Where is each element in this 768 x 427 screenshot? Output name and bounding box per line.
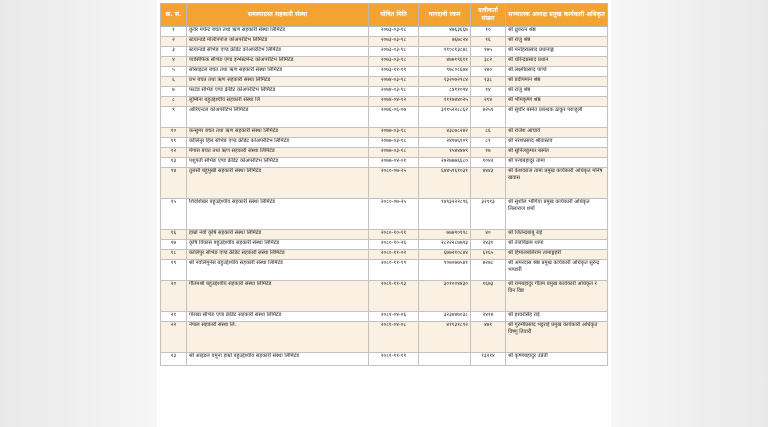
table-row xyxy=(161,199,608,230)
cell-claim-amount: ३०१००४४३० xyxy=(419,281,471,312)
cell-serial: १८ xyxy=(161,250,187,260)
table-row xyxy=(161,240,608,250)
cell-declared-date: २०७३-०३-१८ xyxy=(369,27,419,37)
cell-declared-date: २०८१-११-१३ xyxy=(369,281,419,312)
cell-cooperative-name: श्री नवलिमुर्नस बहुउद्देश्यीय सहकारी संस्था लिमिटेड xyxy=(187,260,369,281)
cell-declared-date: २०७७-०३-१८ xyxy=(369,128,419,138)
cell-cooperative-name: तुलसी बहुमुखी सहकारी संस्था लिमिटेड xyxy=(187,168,369,199)
cell-claim-amount: ९४९३२२२८९६ xyxy=(419,199,471,230)
cell-claim-amount: ७६७८२४ xyxy=(419,37,471,47)
cell-declared-date: २०८१-०४-०६ xyxy=(369,312,419,322)
cell-cooperative-name: प्रभ बचत तथा ऋण सहकारी संस्था लिमिटेड xyxy=(187,77,369,87)
header-claimant-count: दावीकर्ता संख्या xyxy=(471,4,506,27)
cell-cooperative-name: कुवेर मर्चेन्ट बचत तथा ऋण सहकारी संस्था लिमिटेड xyxy=(187,27,369,37)
left-margin xyxy=(0,0,157,427)
table-row xyxy=(161,47,608,57)
header-declared-date: घोषित मिति xyxy=(369,4,419,27)
cell-claimant-count: ४० xyxy=(471,230,506,240)
table-row xyxy=(161,57,608,67)
cell-cooperative-name: पशुपती सेभिङ एण्ड क्रेडिट कोअपरेटिभ लिमिटेड xyxy=(187,158,369,168)
table-row xyxy=(161,37,608,47)
cell-declared-date: २०७३-०३-१८ xyxy=(369,47,419,57)
cell-declared-date: २०७७-०४-०१ xyxy=(369,158,419,168)
cell-chairperson: श्री राजु श्रेष्ठ xyxy=(506,37,608,47)
cell-chairperson: श्री अमरदास श्रेष्ठ प्रमुख कार्यकारी अधिकृत सुरेन्द्र भण्डारी xyxy=(506,260,608,281)
cell-claimant-count: २१४ xyxy=(471,97,506,107)
cell-claimant-count: १३८ xyxy=(471,77,506,87)
cell-cooperative-name: प्यासिफिक सेभिङ एण्ड इन्भेस्टमेन्ट कोअपरेटिभ लिमिटेड xyxy=(187,57,369,67)
cell-chairperson: श्री इश्वरसिंह राई xyxy=(506,312,608,322)
cell-declared-date: २०८१-११-१९ xyxy=(369,353,419,366)
cell-chairperson: श्री सुशील भाँगिया प्रमुख कार्यकारी अधिकृत लिलाराज शर्मा xyxy=(506,199,608,230)
cell-claimant-count: २४० xyxy=(471,67,506,77)
right-margin xyxy=(611,0,768,427)
cell-chairperson: श्री हिमालबलिराम तामाङ्गहरी xyxy=(506,250,608,260)
table-row xyxy=(161,77,608,87)
cell-declared-date: २०७७-०३-१८ xyxy=(369,138,419,148)
cell-declared-date: २०८०-११-१९ xyxy=(369,260,419,281)
cell-cooperative-name: स्टयान्डर्ड सेभिङ एण्ड क्रेडिट कोअपरेटिभ लिमिटेड xyxy=(187,47,369,57)
cell-cooperative-name: मेगास बचत तथा ऋण सहकारी संस्था लिमिटेड xyxy=(187,148,369,158)
cell-claim-amount: ३२३४४७०३८ xyxy=(419,312,471,322)
table-row xyxy=(161,128,608,138)
table-row xyxy=(161,107,608,128)
cell-claimant-count: २४१४ xyxy=(471,312,506,322)
cell-cooperative-name: कृषि विकास बहुउद्देश्यीय सहकारी संस्था लिमिटेड xyxy=(187,240,369,250)
cell-chairperson: श्री पन्चबहादुर तामा xyxy=(506,158,608,168)
cell-chairperson: श्री कृष्णबहादुर उप्रेती xyxy=(506,353,608,366)
cell-chairperson: श्री गुरुमीप्रसाद भट्टराई प्रमुख कार्यकारी अधिकृत विष्णु तिवारी xyxy=(506,322,608,353)
cell-declared-date: २०८०-११-०२ xyxy=(369,250,419,260)
cell-cooperative-name: श्री आइडल यमुना हाम्रो बहुउद्देश्यीय सहकारी संस्था लिमिटेड xyxy=(187,353,369,366)
cell-chairperson: श्री भीमकृष्ण श्रेष्ठ xyxy=(506,97,608,107)
cooperative-register-table xyxy=(160,3,608,366)
cell-serial: २० xyxy=(161,281,187,312)
cell-claimant-count: १६७३ xyxy=(471,281,506,312)
cell-claim-amount xyxy=(419,353,471,366)
cell-chairperson: श्री रामबहादुर गौतम प्रमुख कार्यकारी अधिकृत र विन विष्ट xyxy=(506,281,608,312)
cell-serial: ६ xyxy=(161,77,187,87)
cell-serial: ३ xyxy=(161,47,187,57)
cell-serial: १५ xyxy=(161,199,187,230)
cell-claim-amount: ९७८०८६७४ xyxy=(419,67,471,77)
cell-chairperson: श्री जितेन्द्रबाबु राई xyxy=(506,230,608,240)
cell-claimant-count: १०४२ xyxy=(471,158,506,168)
cell-claim-amount: ८४११०९४ xyxy=(419,87,471,97)
cell-claim-amount: १५४४४७९ xyxy=(419,148,471,158)
table-row xyxy=(161,312,608,322)
cell-claim-amount: ६४४५९६१०३१ xyxy=(419,168,471,199)
table-row xyxy=(161,27,608,37)
cell-declared-date: २०७३-०३-१८ xyxy=(369,37,419,47)
cell-claimant-count: १७ xyxy=(471,148,506,158)
cell-claim-amount: ४११३१८९२ xyxy=(419,322,471,353)
cell-serial: ८ xyxy=(161,97,187,107)
cell-chairperson: श्री मनोहरप्रसाद प्रधानाङ्ग xyxy=(506,47,608,57)
cell-cooperative-name: स्टयान्डर्ड मल्टिपर्पोज कोअपरेटिभ लिमिटेड xyxy=(187,37,369,47)
cell-serial: १३ xyxy=(161,158,187,168)
cell-declared-date: २०७३-०३-१८ xyxy=(369,57,419,67)
cell-chairperson: श्री सुनिलकुमार बस्नेत xyxy=(506,148,608,158)
cell-declared-date: २०८१-०४-०८ xyxy=(369,322,419,353)
cell-cooperative-name: शिवशिखर बहुउद्देश्यीय सहकारी संस्था लिमिटेड xyxy=(187,199,369,230)
cell-claimant-count: ८६ xyxy=(471,128,506,138)
table-row xyxy=(161,138,608,148)
cell-cooperative-name: नेपाल सहकारी संस्था लि. xyxy=(187,322,369,353)
table-row xyxy=(161,67,608,77)
cell-cooperative-name: कालिपुर सेभिङ एण्ड क्रेडिट सहकारी संस्था लिमिटेड xyxy=(187,250,369,260)
table-row xyxy=(161,168,608,199)
table-row xyxy=(161,250,608,260)
cell-serial: १२ xyxy=(161,148,187,158)
cell-chairperson: श्री ध्रुवरत्न श्रेष्ठ xyxy=(506,27,608,37)
cell-cooperative-name: हाम्रो नयाँ कृषि सहकारी संस्था लिमिटेड xyxy=(187,230,369,240)
cell-serial: १६ xyxy=(161,230,187,240)
cell-claim-amount: १३२०७२९८४ xyxy=(419,77,471,87)
table-row xyxy=(161,87,608,97)
table-row xyxy=(161,158,608,168)
cell-declared-date: २०७४-०३-१८ xyxy=(369,87,419,97)
cell-chairperson: श्री राजेश आचार्य xyxy=(506,128,608,138)
cell-serial: २२ xyxy=(161,322,187,353)
cell-serial: १० xyxy=(161,128,187,138)
header-cooperative-name: समस्याग्रस्त सहकारी संस्था xyxy=(187,4,369,27)
cell-chairperson: श्री लक्ष्मीप्रसाद पाण्डे xyxy=(506,67,608,77)
cell-claimant-count: ४७१ xyxy=(471,322,506,353)
cell-chairperson: श्री प्रदीपमान श्रेष्ठ xyxy=(506,77,608,87)
cell-claimant-count: ६१६५ xyxy=(471,250,506,260)
table-row xyxy=(161,148,608,158)
cell-claimant-count: ४२७८ xyxy=(471,260,506,281)
table-row xyxy=(161,322,608,353)
header-serial: क्र. सं. xyxy=(161,4,187,27)
cell-claim-amount: ४७७१९६११ xyxy=(419,57,471,67)
cell-declared-date: २०८०-१०-११ xyxy=(369,230,419,240)
cell-chairperson: श्री तेजविक्रम थापा xyxy=(506,240,608,250)
cell-claimant-count: १६ xyxy=(471,37,506,47)
cell-claim-amount: ७७७९०१९८ xyxy=(419,230,471,240)
table-header-row xyxy=(161,4,608,27)
cell-claim-amount: १११७४४०२५ xyxy=(419,97,471,107)
cell-claim-amount: ६७७२१०८४४ xyxy=(419,250,471,260)
cell-claimant-count: ३२९१३ xyxy=(471,199,506,230)
cell-claim-amount: ४७६३६६७ xyxy=(419,27,471,37)
cell-serial: २ xyxy=(161,37,187,47)
table-row xyxy=(161,260,608,281)
header-chairperson: सञ्चालक अध्यक्ष प्रमुख कार्यकारी अधिकृत xyxy=(506,4,608,27)
cell-serial: १ xyxy=(161,27,187,37)
cell-declared-date: २०८०-१०-२६ xyxy=(369,240,419,250)
cell-claimant-count: १० xyxy=(471,27,506,37)
cell-chairperson: श्री नरेशप्रसाद श्रीवास्तव xyxy=(506,138,608,148)
cell-declared-date: २०७४-०३-१८ xyxy=(369,77,419,87)
cell-cooperative-name: लुम्बिना बहुउद्देश्यीय सहकारी संस्था लि xyxy=(187,97,369,107)
cell-cooperative-name: गौतमश्री बहुउद्देश्यीय सहकारी संस्था लिमिटेड xyxy=(187,281,369,312)
cell-serial: ११ xyxy=(161,138,187,148)
cell-claim-amount: ४३८७८२४२ xyxy=(419,128,471,138)
table-row xyxy=(161,353,608,366)
cell-claim-amount: ३११५२२८८६२ xyxy=(419,107,471,128)
cell-declared-date: २०७४-०४-१२ xyxy=(369,97,419,107)
cell-serial: १९ xyxy=(161,260,187,281)
cell-chairperson: श्री सुधीर बस्नेत प्रबन्धक ठाकुर पराजुली xyxy=(506,107,608,128)
table-row xyxy=(161,281,608,312)
cell-claim-amount: ९०७०७७५४१ xyxy=(419,260,471,281)
cell-claimant-count: १४ xyxy=(471,87,506,97)
table-row xyxy=(161,97,608,107)
cell-serial: ७ xyxy=(161,87,187,97)
cell-cooperative-name: कन्सुमर बचत तथा ऋण सहकारी संस्था लिमिटेड xyxy=(187,128,369,138)
cell-cooperative-name: सोसाइटल बचत तथा ऋण सहकारी संस्था लिमिटेड xyxy=(187,67,369,77)
cell-cooperative-name: कोलिनुर हिल सेभिङ एण्ड क्रेडिट कोअपरेटिभ लिमिटेड xyxy=(187,138,369,148)
cell-claimant-count: १३२१४ xyxy=(471,353,506,366)
cell-claim-amount: २४१७६१०९ xyxy=(419,138,471,148)
cell-claimant-count: ४४४३ xyxy=(471,168,506,199)
cell-serial: २१ xyxy=(161,312,187,322)
cell-claimant-count: ४२५९ xyxy=(471,107,506,128)
table-row xyxy=(161,230,608,240)
cell-cooperative-name: फाटेड सेभिङ एण्ड क्रेडिट कोअपरेटिभ लिमिटेड xyxy=(187,87,369,97)
cell-claim-amount: २८२२२८७७९३ xyxy=(419,240,471,250)
cell-serial: १४ xyxy=(161,168,187,199)
cell-declared-date: २०७६-०६-०७ xyxy=(369,107,419,128)
cell-serial: १७ xyxy=(161,240,187,250)
cell-cooperative-name: ओरिएन्टल कोअपरेटिभ लिमिटेड xyxy=(187,107,369,128)
cell-declared-date: २०८०-०७-२५ xyxy=(369,199,419,230)
cell-claimant-count: ३८२ xyxy=(471,57,506,67)
cell-declared-date: २०७३-११-१९ xyxy=(369,67,419,77)
cell-serial: ४ xyxy=(161,57,187,67)
header-claim-amount: मागदावी रकम xyxy=(419,4,471,27)
cell-chairperson: श्री राजु श्रेष्ठ xyxy=(506,87,608,97)
cell-serial: ९ xyxy=(161,107,187,128)
cell-claimant-count: १७५ xyxy=(471,47,506,57)
cell-serial: ५ xyxy=(161,67,187,77)
cell-cooperative-name: गोरखा सेभिङ एण्ड क्रेडिट सहकारी संस्था लिमिटेड xyxy=(187,312,369,322)
cell-declared-date: २०७७-०३-१८ xyxy=(369,148,419,158)
cell-chairperson: श्री धीरेन्द्रप्रसाद प्रधान xyxy=(506,57,608,67)
cell-claimant-count: २४३१ xyxy=(471,240,506,250)
cell-claimant-count: ८१ xyxy=(471,138,506,148)
cell-chairperson: श्री केशवराज तामा प्रमुख कार्यकारी अधिकृत मनिष खवास xyxy=(506,168,608,199)
cell-claim-amount: ११०८१३८४८ xyxy=(419,47,471,57)
cell-claim-amount: २४२७७७६६८० xyxy=(419,158,471,168)
cell-declared-date: २०८०-०७-२५ xyxy=(369,168,419,199)
cell-serial: २३ xyxy=(161,353,187,366)
